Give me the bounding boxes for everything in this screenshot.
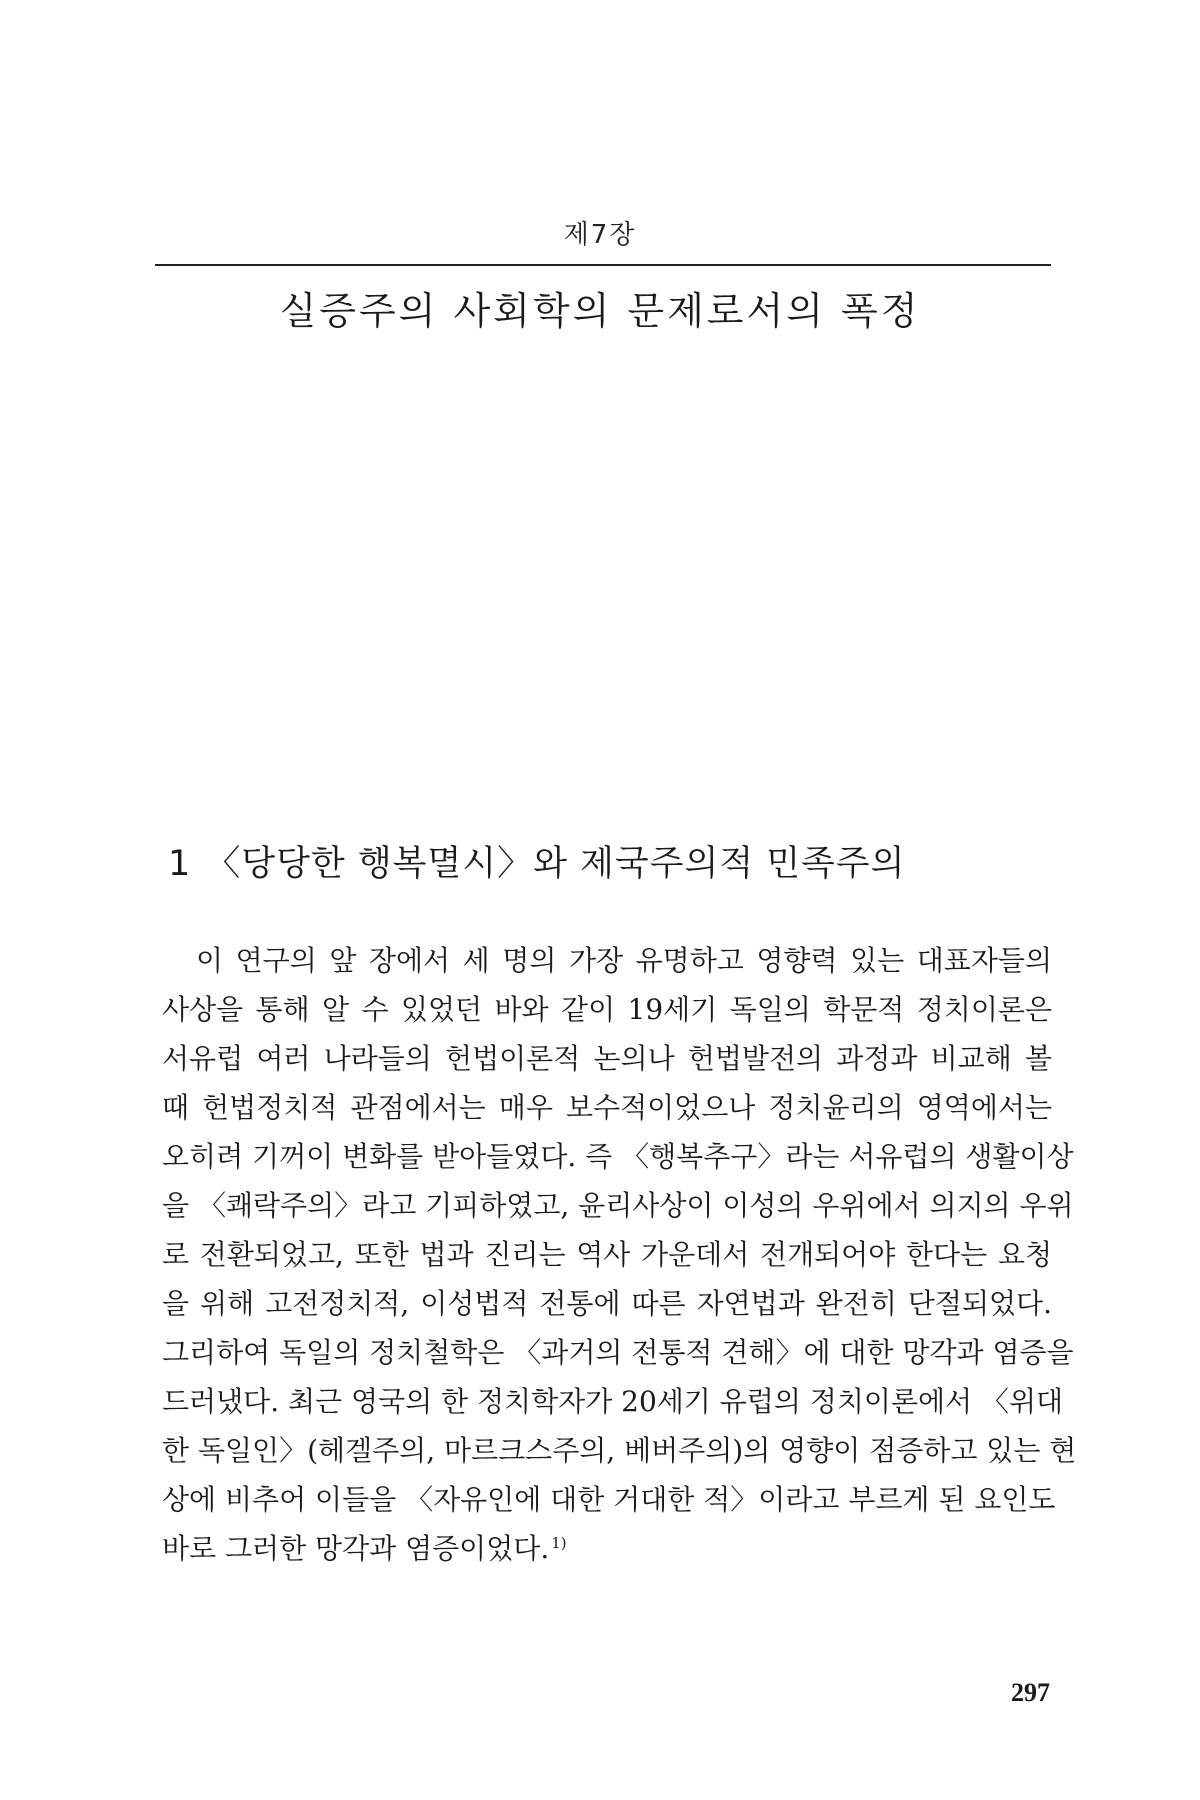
section-number: 1 [168,844,192,884]
footnote-reference[interactable]: 1) [551,1533,567,1552]
page-number: 297 [1011,1678,1050,1707]
section-heading [168,836,1048,886]
body-line: 오히려 기꺼이 변화를 받아들였다. 즉 〈행복추구〉라는 서유럽의 생활이상 [162,1140,1074,1173]
body-line: 서유럽 여러 나라들의 헌법이론적 논의나 헌법발전의 과정과 비교해 볼 [162,1042,1052,1075]
body-line: 때 헌법정치적 관점에서는 매우 보수적이었으나 정치윤리의 영역에서는 [162,1091,1052,1124]
body-line: 이 연구의 앞 장에서 세 명의 가장 유명하고 영향력 있는 대표자들의 [196,944,1052,977]
body-line: 상에 비추어 이들을 〈자유인에 대한 거대한 적〉이라고 부르게 된 요인도 [162,1483,1056,1516]
body-line: 드러냈다. 최근 영국의 한 정치학자가 20세기 유럽의 정치이론에서 〈위대 [162,1385,1064,1418]
body-line-text: 바로 그러한 망각과 염증이었다. [162,1532,550,1565]
body-line: 그리하여 독일의 정치철학은 〈과거의 전통적 견해〉에 대한 망각과 염증을 [162,1336,1074,1369]
body-paragraph [162,936,1077,1573]
chapter-label: 제7장 [563,220,637,250]
chapter-title: 실증주의 사회학의 문제로서의 폭정 [279,289,921,333]
chapter-divider [155,264,1051,266]
body-line: 로 전환되었고, 또한 법과 진리는 역사 가운데서 전개되어야 한다는 요청 [162,1238,1052,1271]
body-line: 사상을 통해 알 수 있었던 바와 같이 19세기 독일의 학문적 정치이론은 [162,993,1052,1026]
body-line-last [162,1524,1052,1573]
body-line: 을 위해 고전정치적, 이성법적 전통에 따른 자연법과 완전히 단절되었다. [162,1287,1052,1320]
body-line: 한 독일인〉(헤겔주의, 마르크스주의, 베버주의)의 영향이 점증하고 있는 현 [162,1434,1077,1467]
body-line: 을 〈쾌락주의〉라고 기피하였고, 윤리사상이 이성의 우위에서 의지의 우위 [162,1189,1074,1222]
section-title: 〈당당한 행복멸시〉와 제국주의적 민족주의 [205,844,906,884]
